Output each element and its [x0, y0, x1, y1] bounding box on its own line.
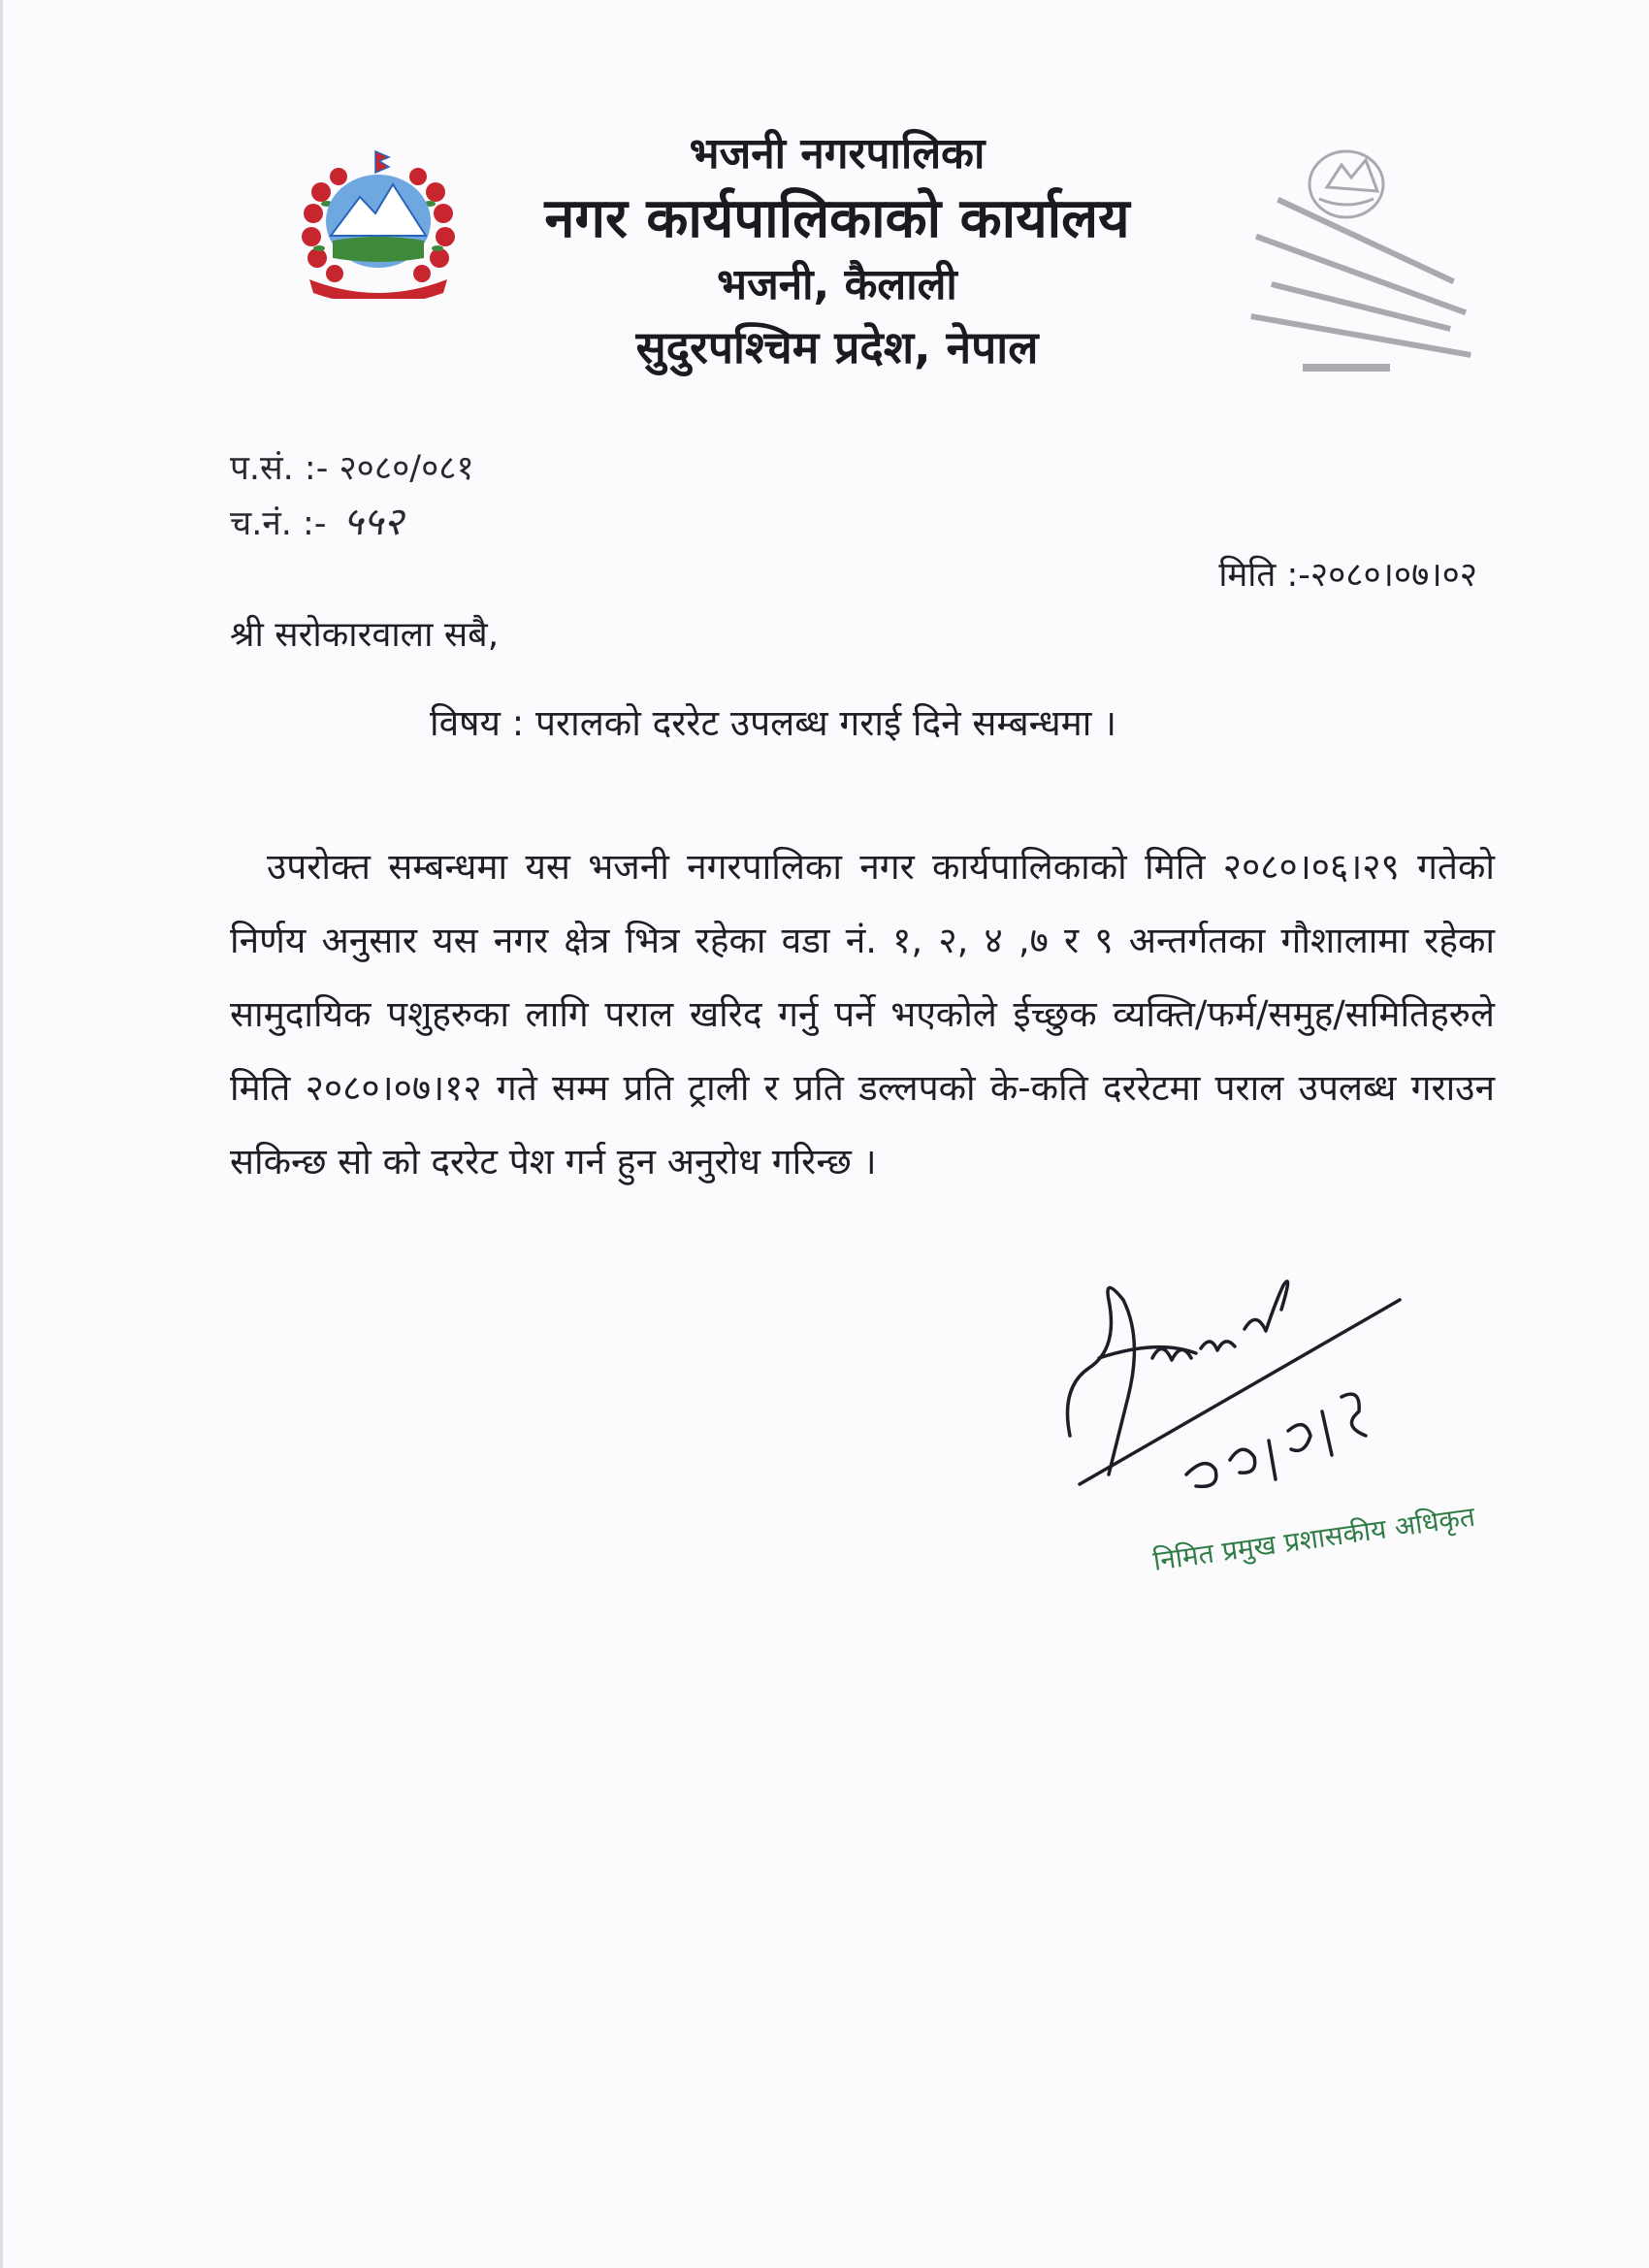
handwritten-signature [1051, 1242, 1439, 1552]
subject-line: विषय : परालको दररेट उपलब्ध गराई दिने सम्बन्धमा । [430, 702, 1117, 744]
ps-label: प.सं. :- [230, 449, 329, 488]
ps-value: २०८०/०८१ [339, 449, 474, 488]
office-location: भजनी, कैलाली [717, 260, 957, 309]
addressee: श्री सरोकारवाला सबै, [230, 615, 500, 655]
municipality-name: भजनी नगरपालिका [689, 129, 986, 178]
province-country: सुदुरपश्चिम प्रदेश, नेपाल [635, 321, 1039, 373]
letter-date: मिति :-२०८०।०७।०२ [1218, 556, 1477, 595]
office-name: नगर कार्यपालिकाको कार्यालय [544, 187, 1130, 250]
patra-sankhya [230, 444, 474, 490]
office-seal-stamp [1211, 131, 1487, 393]
signatory-title: निमित प्रमुख प्रशासकीय अधिकृत [1150, 1500, 1477, 1577]
cn-label: च.नं. :- [230, 504, 327, 543]
letter-body: उपरोक्त सम्बन्धमा यस भजनी नगरपालिका नगर कार्यपालिकाको मिति २०८०।०६।२९ गतेको निर्णय अनुसार यस नगर क्षेत्र भित्र रहेका वडा नं. १, २, ४ ,७ र ९ अन्तर्गतका गौशालामा रहेका सामुदायिक पशुहरुका लागि पराल खरिद गर्नु पर्ने भएकोले ईच्छुक व्यक्ति/फर्म/समुह/समितिहरुले मिति २०८०।०७।१२ गते सम्म प्रति ट्राली र प्रति डल्लपको के-कति दररेटमा पराल उपलब्ध गराउन सकिन्छ सो को दररेट पेश गर्न हुन अनुरोध गरिन्छ । [230, 846, 1495, 1183]
cn-handwritten-value: ५५२ [342, 500, 404, 544]
nepal-emblem-logo [292, 144, 465, 299]
chalani-number [230, 493, 404, 546]
letterhead [469, 124, 1206, 378]
